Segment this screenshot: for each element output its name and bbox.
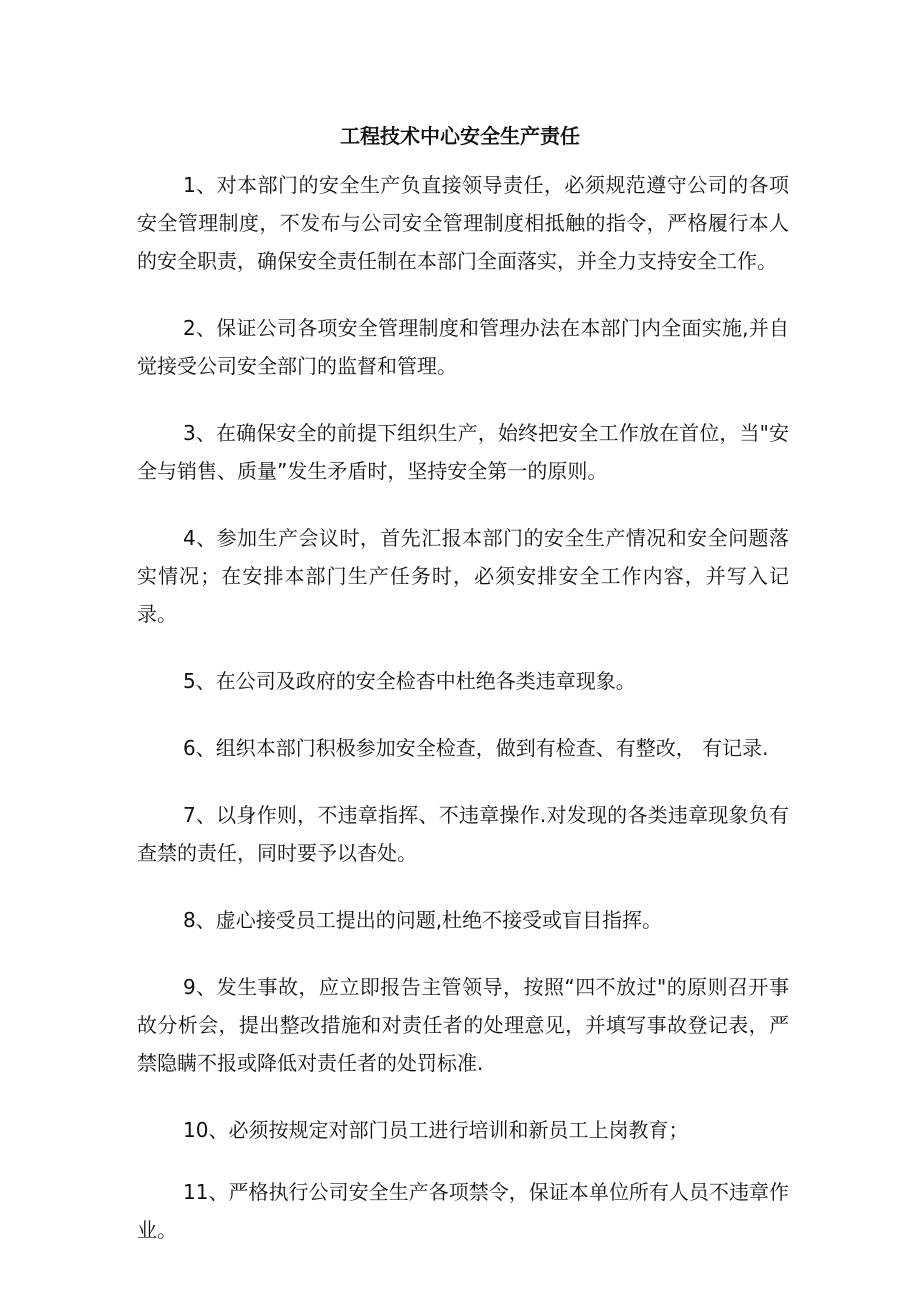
paragraph-6: 6、组织本部门积极参加安全检查，做到有检查、有整改， 有记录.: [183, 736, 769, 760]
document-title: 工程技术中心安全生产责任: [340, 124, 580, 148]
paragraph-4: 4、参加生产会议时，首先汇报本部门的安全生产情况和安全问题落实情况；在安排本部门生产任务时，必须安排安全工作内容，并写入记录。: [137, 526, 789, 626]
paragraph-7: 7、以身作则，不违章指挥、不违章操作.对发现的各类违章现象负有查禁的责任，同时要予以杳处。: [137, 803, 789, 865]
paragraph-1: 1、对本部门的安全生产负直接领导责任，必须规范遵守公司的各项安全管理制度，不发布与公司安全管理制度相抵触的指令，严格履行本人的安全职责，确保安全责任制在本部门全面落实，并全力支持安全工作。: [137, 173, 789, 273]
paragraph-8: 8、虚心接受员工提出的问题,杜绝不接受或盲目指挥。: [183, 908, 663, 932]
paragraph-5: 5、在公司及政府的安全检杳中杜绝各类违章现象。: [183, 669, 636, 693]
paragraph-11: 11、严格执行公司安全生产各项禁令，保证本单位所有人员不违章作业。: [137, 1180, 789, 1242]
document-body: [137, 166, 789, 1249]
paragraph-3: 3、在确保安全的前提下组织生产，始终把安全工作放在首位，当"安全与销售、质量”发生矛盾时，坚持安全第一的原则。: [137, 421, 789, 483]
paragraph-9: 9、发生事故，应立即报告主管领导，按照“四不放过"的原则召开事故分析会，提出整改措施和对责任者的处理意见，并填写事故登记表，严禁隐瞒不报或降低对责任者的处罚标准.: [137, 975, 789, 1075]
paragraph-2: 2、保证公司各项安全管理制度和管理办法在本部门内全面实施,并自觉接受公司安全部门的监督和管理。: [137, 316, 789, 378]
paragraph-10: 10、必须按规定对部门员工进行培训和新员工上岗教育；: [183, 1118, 689, 1142]
